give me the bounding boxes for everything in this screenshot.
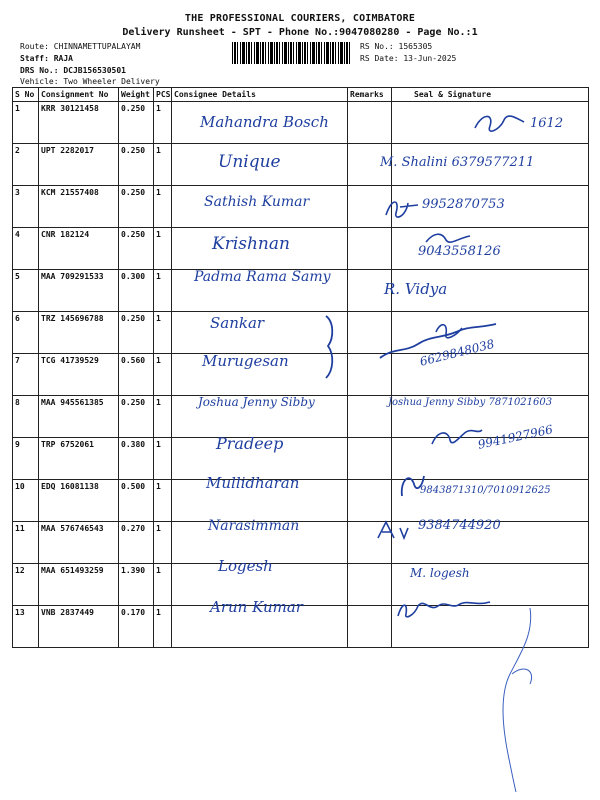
cell-sno: 6 — [13, 312, 39, 354]
cell-remarks — [348, 438, 392, 480]
handwritten-consignee: Arun Kumar — [210, 598, 303, 616]
handwritten-consignee: Narasimman — [208, 518, 300, 534]
handwritten-signature: 9941927966 — [476, 422, 555, 452]
handwritten-consignee: Krishnan — [212, 234, 290, 254]
cell-sno: 1 — [13, 102, 39, 144]
cell-weight: 0.250 — [119, 312, 154, 354]
cell-pcs: 1 — [154, 186, 172, 228]
cell-sno: 8 — [13, 396, 39, 438]
cell-consignment: MAA 576746543 — [39, 522, 119, 564]
table-row — [13, 522, 589, 564]
route-label: Route: CHINNAMETTUPALAYAM — [20, 42, 141, 51]
cell-weight: 0.300 — [119, 270, 154, 312]
cell-pcs: 1 — [154, 396, 172, 438]
cell-pcs: 1 — [154, 354, 172, 396]
cell-consignment: VNB 2837449 — [39, 606, 119, 648]
cell-weight: 0.250 — [119, 186, 154, 228]
cell-sno: 9 — [13, 438, 39, 480]
stray-pen-line — [490, 604, 550, 794]
handwritten-signature: R. Vidya — [384, 280, 448, 298]
handwritten-signature: 9384744920 — [418, 518, 501, 533]
col-header-seal: Seal & Signature — [392, 88, 589, 102]
col-header-consignment: Consignment No — [39, 88, 119, 102]
drs-number: DRS No.: DCJB156530501 — [20, 66, 126, 75]
cell-remarks — [348, 606, 392, 648]
vehicle-label: Vehicle: Two Wheeler Delivery — [20, 77, 160, 86]
cell-weight: 0.560 — [119, 354, 154, 396]
cell-consignment: CNR 182124 — [39, 228, 119, 270]
col-header-consignee: Consignee Details — [172, 88, 348, 102]
col-header-weight: Weight — [119, 88, 154, 102]
signature-scribble — [376, 318, 506, 368]
handwritten-consignee: Murugesan — [202, 352, 289, 370]
cell-weight: 0.250 — [119, 144, 154, 186]
handwritten-signature: Joshua Jenny Sibby 7871021603 — [388, 397, 553, 408]
cell-pcs: 1 — [154, 480, 172, 522]
company-title: THE PROFESSIONAL COURIERS, COIMBATORE — [184, 13, 416, 24]
handwritten-consignee: Padma Rama Samy — [194, 269, 331, 285]
col-header-remarks: Remarks — [348, 88, 392, 102]
col-header-pcs: PCS — [154, 88, 172, 102]
table-row — [13, 228, 589, 270]
signature-scribble — [382, 193, 422, 223]
signature-scribble — [396, 470, 428, 500]
handwritten-consignee: Mahandra Bosch — [200, 113, 329, 131]
cell-pcs: 1 — [154, 270, 172, 312]
handwritten-consignee: Sankar — [210, 314, 265, 332]
cell-consignment: TRP 6752061 — [39, 438, 119, 480]
cell-consignment: UPT 2282017 — [39, 144, 119, 186]
cell-weight: 0.250 — [119, 228, 154, 270]
cell-consignment: TCG 41739529 — [39, 354, 119, 396]
cell-pcs: 1 — [154, 102, 172, 144]
cell-consignment: MAA 709291533 — [39, 270, 119, 312]
handwritten-signature: 9043558126 — [418, 244, 501, 259]
signature-scribble — [428, 424, 484, 450]
cell-remarks — [348, 564, 392, 606]
cell-sno: 12 — [13, 564, 39, 606]
handwritten-signature: 6629848038 — [418, 336, 496, 369]
handwritten-consignee: Pradeep — [216, 434, 284, 453]
cell-weight: 1.390 — [119, 564, 154, 606]
signature-scribble — [470, 108, 530, 138]
cell-consignment: MAA 651493259 — [39, 564, 119, 606]
rs-date: RS Date: 13-Jun-2025 — [360, 54, 457, 63]
cell-sno: 11 — [13, 522, 39, 564]
cell-pcs: 1 — [154, 564, 172, 606]
runsheet-subtitle: Delivery Runsheet - SPT - Phone No.:9047080280 - Page No.:1 — [122, 27, 478, 38]
col-header-sno: S No — [13, 88, 39, 102]
cell-weight: 0.250 — [119, 396, 154, 438]
cell-pcs: 1 — [154, 522, 172, 564]
cell-weight: 0.270 — [119, 522, 154, 564]
rs-number: RS No.: 1565305 — [360, 42, 433, 51]
cell-pcs: 1 — [154, 228, 172, 270]
cell-consignment: EDQ 16081138 — [39, 480, 119, 522]
cell-consignment: TRZ 145696788 — [39, 312, 119, 354]
table-header-row — [13, 88, 589, 102]
cell-weight: 0.380 — [119, 438, 154, 480]
signature-scribble — [420, 228, 480, 250]
handwritten-signature: M. Shalini 6379577211 — [380, 155, 535, 170]
bracket-mark — [322, 312, 340, 382]
cell-pcs: 1 — [154, 438, 172, 480]
handwritten-signature: 9952870753 — [422, 197, 505, 212]
signature-scribble — [374, 518, 414, 542]
cell-consignment: KCM 21557408 — [39, 186, 119, 228]
handwritten-consignee: Unique — [218, 152, 281, 172]
handwritten-consignee: Sathish Kumar — [204, 194, 310, 210]
cell-remarks — [348, 396, 392, 438]
handwritten-consignee: Joshua Jenny Sibby — [198, 395, 315, 409]
handwritten-signature: 1612 — [530, 116, 564, 131]
cell-weight: 0.170 — [119, 606, 154, 648]
barcode-image — [232, 42, 352, 64]
signature-scribble — [394, 596, 504, 622]
cell-sno: 4 — [13, 228, 39, 270]
cell-pcs: 1 — [154, 606, 172, 648]
cell-sno: 3 — [13, 186, 39, 228]
cell-weight: 0.250 — [119, 102, 154, 144]
cell-sno: 7 — [13, 354, 39, 396]
handwritten-signature: M. logesh — [410, 566, 470, 580]
cell-remarks — [348, 480, 392, 522]
cell-sno: 13 — [13, 606, 39, 648]
cell-pcs: 1 — [154, 144, 172, 186]
cell-pcs: 1 — [154, 312, 172, 354]
cell-consignment: KRR 30121458 — [39, 102, 119, 144]
handwritten-consignee: Logesh — [218, 557, 273, 575]
cell-remarks — [348, 228, 392, 270]
handwritten-consignee: Mullidharan — [206, 474, 300, 492]
cell-sno: 10 — [13, 480, 39, 522]
handwritten-signature: 9843871310/7010912625 — [420, 485, 551, 496]
cell-sno: 5 — [13, 270, 39, 312]
cell-remarks — [348, 102, 392, 144]
cell-weight: 0.500 — [119, 480, 154, 522]
staff-label: Staff: RAJA — [20, 54, 73, 63]
cell-sno: 2 — [13, 144, 39, 186]
cell-consignment: MAA 945561385 — [39, 396, 119, 438]
